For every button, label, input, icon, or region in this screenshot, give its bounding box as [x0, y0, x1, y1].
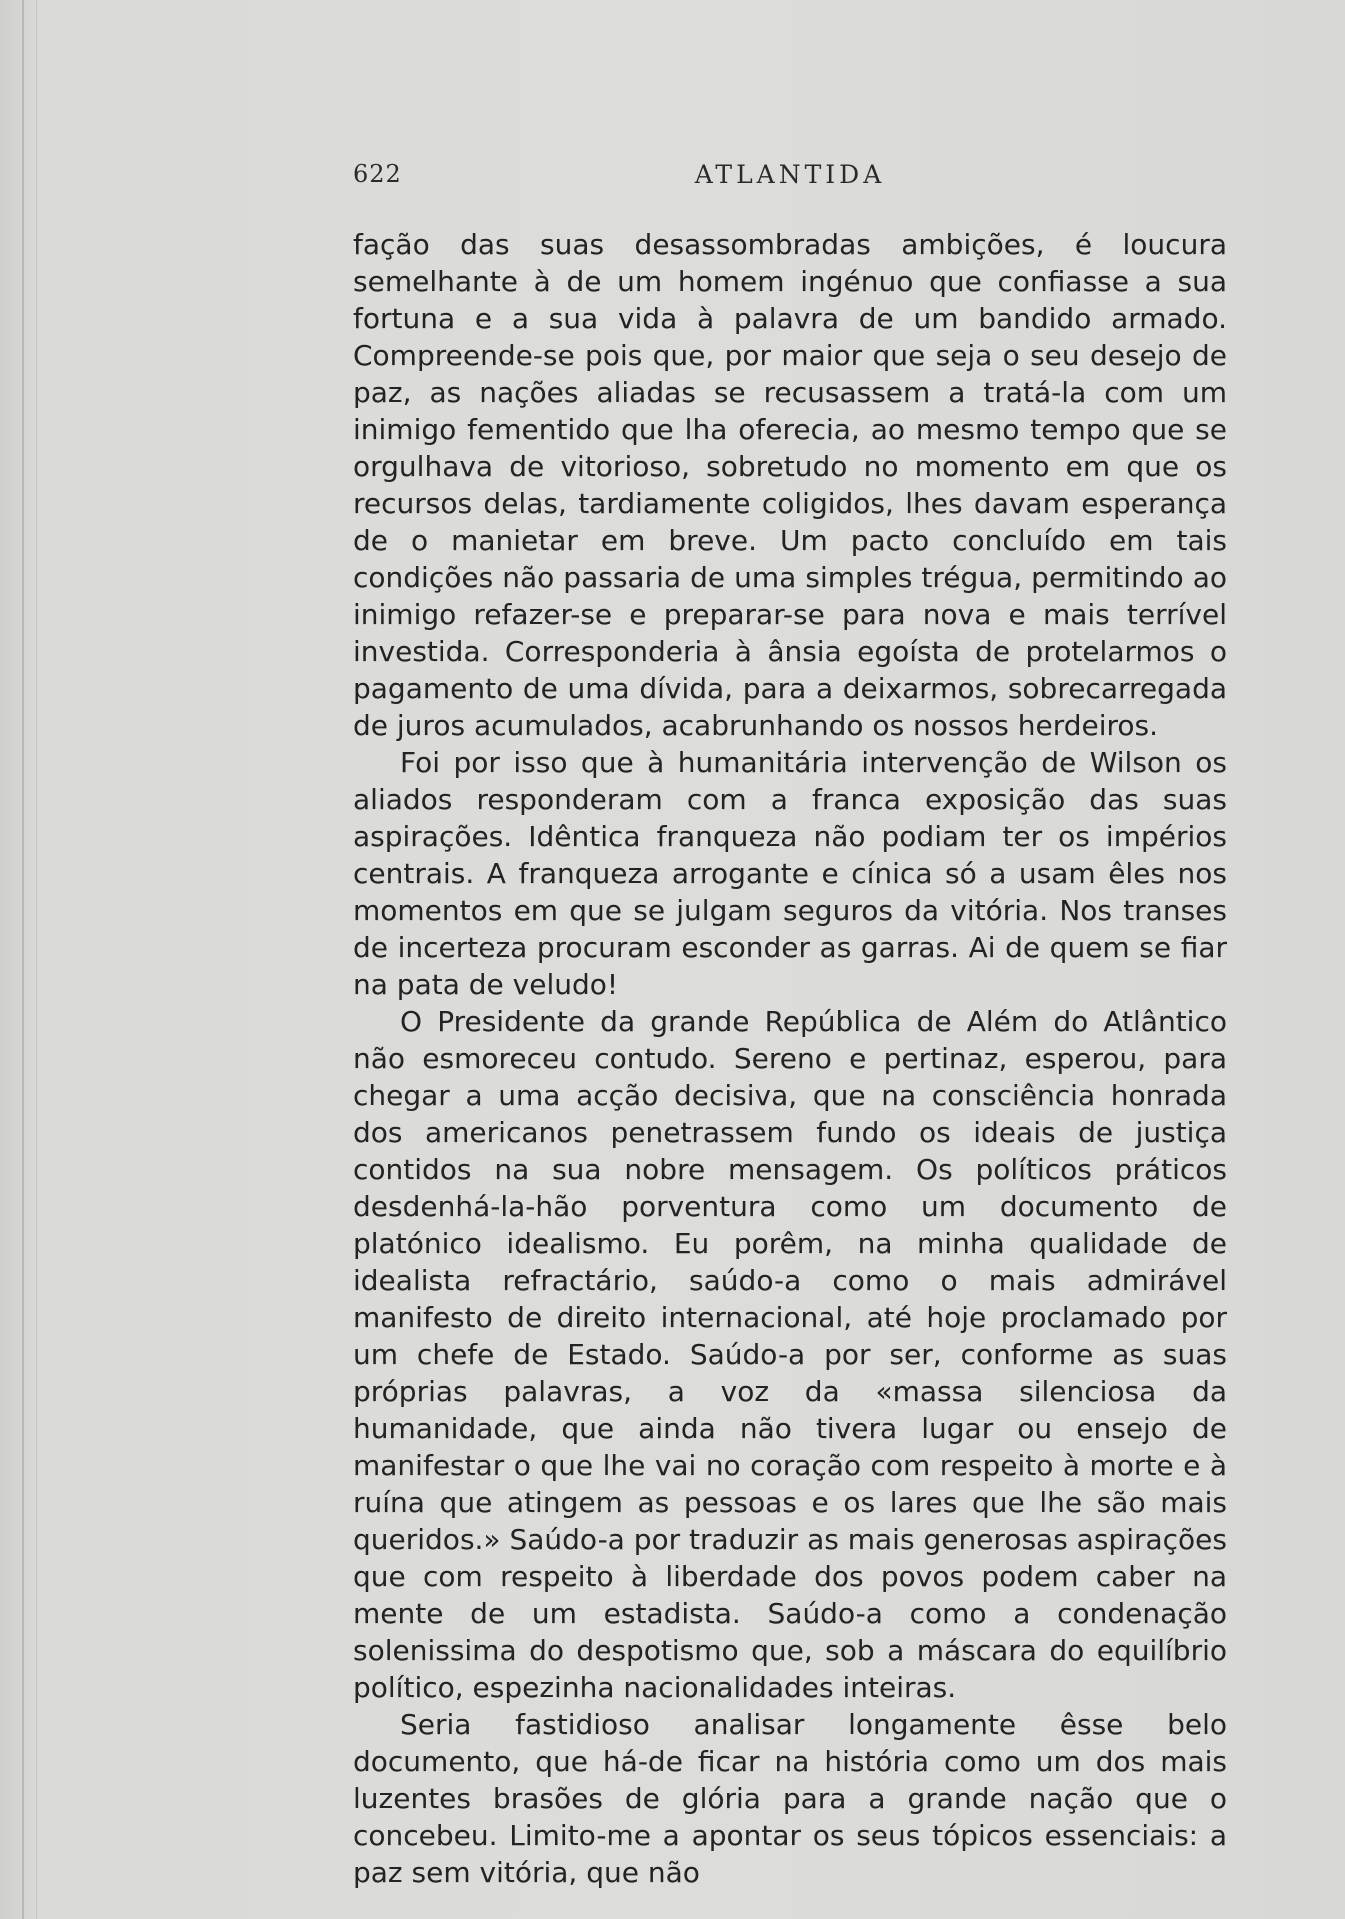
- page-number: 622: [353, 160, 402, 188]
- paragraph-2: Foi por isso que à humanitária intervenção de Wilson os aliados responderam com a franca exposição das suas aspirações. Idêntica franqueza não podiam ter os impérios centrais. A franqueza arrogante e cínica só a usam êles nos momentos em que se julgam seguros da vitória. Nos transes de incerteza procuram esconder as garras. Ai de quem se fiar na pata de veludo!: [353, 746, 1227, 1001]
- body-text: [353, 226, 1227, 1891]
- paragraph-3: O Presidente da grande República de Além do Atlântico não esmoreceu contudo. Sereno e pertinaz, esperou, para chegar a uma acção decisiva, que na consciência honrada dos americanos penetrassem fundo os ideais de justiça contidos na sua nobre mensagem. Os políticos práticos desdenhá-la-hão porventura como um documento de platónico idealismo. Eu porêm, na minha qualidade de idealista refractário, saúdo-a como o mais admirável manifesto de direito internacional, até hoje proclamado por um chefe de Estado. Saúdo-a por ser, conforme as suas próprias palavras, a voz da «massa silenciosa da humanidade, que ainda não tivera lugar ou ensejo de manifestar o que lhe vai no coração com respeito à morte e à ruína que atingem as pessoas e os lares que lhe são mais queridos.» Saúdo-a por traduzir as mais generosas aspirações que com respeito à liberdade dos povos podem caber na mente de um estadista. Saúdo-a como a condenação solenissima do despotismo que, sob a máscara do equilíbrio político, espezinha nacionalidades inteiras.: [353, 1005, 1227, 1704]
- paragraph-1: fação das suas desassombradas ambições, é loucura semelhante à de um homem ingénuo que confiasse a sua fortuna e a sua vida à palavra de um bandido armado. Compreende-se pois que, por maior que seja o seu desejo de paz, as nações aliadas se recusassem a tratá-la com um inimigo fementido que lha oferecia, ao mesmo tempo que se orgulhava de vitorioso, sobretudo no momento em que os recursos delas, tardiamente coligidos, lhes davam esperança de o manietar em breve. Um pacto concluído em tais condições não passaria de uma simples trégua, permitindo ao inimigo refazer-se e preparar-se para nova e mais terrível investida. Corresponderia à ânsia egoísta de protelarmos o pagamento de uma dívida, para a deixarmos, sobrecarregada de juros acumulados, acabrunhando os nossos herdeiros.: [353, 228, 1227, 742]
- page-header: [353, 160, 1227, 200]
- binding-edge-shadow: [36, 0, 37, 1919]
- running-title: ATLANTIDA: [694, 160, 886, 189]
- binding-edge-line: [22, 0, 24, 1919]
- paragraph-4: Seria fastidioso analisar longamente êsse belo documento, que há-de ficar na história como um dos mais luzentes brasões de glória para a grande nação que o concebeu. Limito-me a apontar os seus tópicos essenciais: a paz sem vitória, que não: [353, 1708, 1227, 1889]
